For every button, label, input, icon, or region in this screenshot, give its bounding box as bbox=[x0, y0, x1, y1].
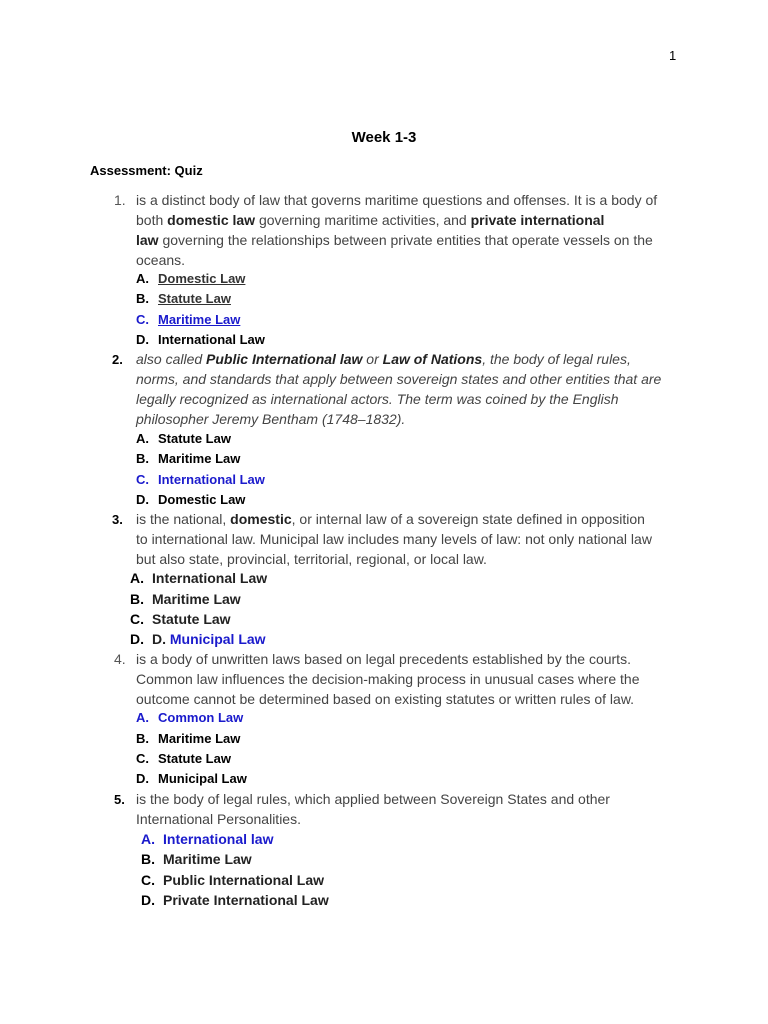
question-number: 2. bbox=[112, 352, 123, 367]
answer-option: B. Maritime Law bbox=[136, 731, 241, 746]
answer-option: B. Maritime Law bbox=[130, 591, 241, 607]
question-text: is a distinct body of law that governs maritime questions and offenses. It is a body of both domestic law governing maritime activities, and private international law governing the relationships between private entities that operate vessels on the oceans. bbox=[136, 192, 658, 268]
answer-option: B. Statute Law bbox=[136, 291, 231, 306]
answer-option: D. International Law bbox=[136, 332, 265, 347]
question-number: 1. bbox=[114, 192, 126, 208]
question-text: is the national, domestic, or internal law of a sovereign state defined in opposition to international law. Municipal law includes many levels of law: not only national law but also state, provincial, territorial, regional, or local law. bbox=[136, 511, 652, 567]
page-title: Week 1-3 bbox=[351, 129, 417, 146]
question-number: 3. bbox=[112, 512, 123, 527]
question-text: is the body of legal rules, which applied between Sovereign States and other International Personalities. bbox=[136, 791, 610, 827]
answer-option: D. Municipal Law bbox=[136, 771, 247, 786]
question-number: 4. bbox=[114, 651, 126, 667]
question-text: is a body of unwritten laws based on legal precedents established by the courts. Common law influences the decision-making process in unusual cases where the outcome cannot be determined based on existing statutes or written rules of law. bbox=[136, 651, 640, 707]
answer-option: D. Private International Law bbox=[141, 892, 329, 908]
question-number: 5. bbox=[114, 792, 125, 807]
answer-option: A. Statute Law bbox=[136, 431, 231, 446]
answer-option: B. Maritime Law bbox=[141, 851, 252, 867]
answer-option: B. Maritime Law bbox=[136, 451, 241, 466]
section-subtitle: Assessment: Quiz bbox=[90, 163, 203, 178]
answer-option-correct: C. Maritime Law bbox=[136, 312, 241, 327]
answer-option: C. Statute Law bbox=[130, 611, 231, 627]
answer-option: A. Domestic Law bbox=[136, 271, 246, 286]
page-number: 1 bbox=[669, 48, 677, 63]
answer-option: C. Public International Law bbox=[141, 872, 325, 888]
question-text: also called Public International law or Law of Nations, the body of legal rules, norms, and standards that apply between sovereign states and other entities that are legally recognized as international actors. The term was coined by the English philosopher Jeremy Bentham (1748–1832). bbox=[136, 351, 662, 427]
answer-option: D. Domestic Law bbox=[136, 492, 246, 507]
answer-option-correct: C. International Law bbox=[136, 472, 265, 487]
answer-option-correct: A. International law bbox=[141, 831, 274, 847]
answer-option-correct: D. D. Municipal Law bbox=[130, 631, 266, 647]
answer-option: A. International Law bbox=[130, 570, 268, 586]
answer-option: C. Statute Law bbox=[136, 751, 231, 766]
answer-option-correct: A. Common Law bbox=[136, 710, 244, 725]
